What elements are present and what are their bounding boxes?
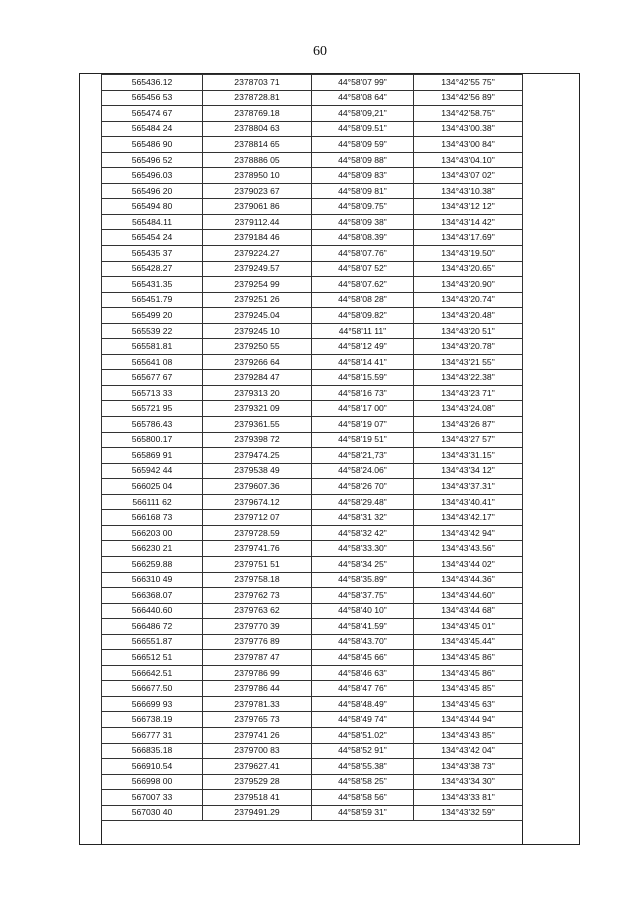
table-row: [102, 727, 523, 743]
latitude-cell: 44°58'48.49": [312, 696, 414, 712]
x-coordinate-cell: 565496 20: [102, 183, 203, 199]
longitude-cell: 134°43'44.36": [414, 572, 523, 588]
longitude-cell: 134°43'43 85": [414, 727, 523, 743]
x-coordinate-cell: 566835.18: [102, 743, 203, 759]
latitude-cell: 44°58'07.62": [312, 277, 414, 293]
table-row: [102, 665, 523, 681]
y-coordinate-cell: 2379700 83: [203, 743, 312, 759]
table-row: [102, 152, 523, 168]
longitude-cell: 134°43'34 30": [414, 774, 523, 790]
longitude-cell: 134°43'27 57": [414, 432, 523, 448]
latitude-cell: 44°58'37.75": [312, 588, 414, 604]
table-row: [102, 106, 523, 122]
y-coordinate-cell: 2379518 41: [203, 790, 312, 806]
x-coordinate-cell: 565451.79: [102, 292, 203, 308]
table-row: [102, 137, 523, 153]
latitude-cell: 44°58'55.38": [312, 759, 414, 775]
longitude-cell: 134°43'45.44": [414, 634, 523, 650]
latitude-cell: 44°58'12 49": [312, 339, 414, 355]
y-coordinate-cell: 2379224.27: [203, 246, 312, 262]
x-coordinate-cell: 565486 90: [102, 137, 203, 153]
coordinates-table-body: [102, 75, 523, 821]
y-coordinate-cell: 2379781.33: [203, 696, 312, 712]
table-row: [102, 790, 523, 806]
y-coordinate-cell: 2379741 26: [203, 727, 312, 743]
table-row: [102, 541, 523, 557]
latitude-cell: 44°58'52 91": [312, 743, 414, 759]
x-coordinate-cell: 565496.03: [102, 168, 203, 184]
x-coordinate-cell: 565474 67: [102, 106, 203, 122]
table-row: [102, 681, 523, 697]
table-row: [102, 417, 523, 433]
latitude-cell: 44°58'09.51": [312, 121, 414, 137]
table-row: [102, 463, 523, 479]
y-coordinate-cell: 2379398 72: [203, 432, 312, 448]
x-coordinate-cell: 566512 51: [102, 650, 203, 666]
y-coordinate-cell: 2379112.44: [203, 214, 312, 230]
x-coordinate-cell: 566998 00: [102, 774, 203, 790]
page-number: 60: [313, 44, 327, 59]
y-coordinate-cell: 2379728.59: [203, 525, 312, 541]
latitude-cell: 44°58'43.70": [312, 634, 414, 650]
y-coordinate-cell: 2379786 99: [203, 665, 312, 681]
x-coordinate-cell: 565494 80: [102, 199, 203, 215]
table-row: [102, 385, 523, 401]
longitude-cell: 134°42'55 75": [414, 75, 523, 91]
latitude-cell: 44°58'34 25": [312, 556, 414, 572]
longitude-cell: 134°43'45 86": [414, 650, 523, 666]
y-coordinate-cell: 2379245 10: [203, 323, 312, 339]
table-row: [102, 774, 523, 790]
longitude-cell: 134°43'04.10": [414, 152, 523, 168]
y-coordinate-cell: 2379763 62: [203, 603, 312, 619]
latitude-cell: 44°58'24.06": [312, 463, 414, 479]
longitude-cell: 134°43'45 63": [414, 696, 523, 712]
latitude-cell: 44°58'15.59": [312, 370, 414, 386]
x-coordinate-cell: 565677 67: [102, 370, 203, 386]
latitude-cell: 44°58'08 64": [312, 90, 414, 106]
x-coordinate-cell: 566203 00: [102, 525, 203, 541]
y-coordinate-cell: 2379061 86: [203, 199, 312, 215]
longitude-cell: 134°43'44 94": [414, 712, 523, 728]
table-row: [102, 619, 523, 635]
y-coordinate-cell: 2379313 20: [203, 385, 312, 401]
y-coordinate-cell: 2379741.76: [203, 541, 312, 557]
latitude-cell: 44°58'29.48": [312, 494, 414, 510]
x-coordinate-cell: 566368.07: [102, 588, 203, 604]
x-coordinate-cell: 565456 53: [102, 90, 203, 106]
latitude-cell: 44°58'09 88": [312, 152, 414, 168]
y-coordinate-cell: 2379321 09: [203, 401, 312, 417]
table-row: [102, 743, 523, 759]
y-coordinate-cell: 2379751 51: [203, 556, 312, 572]
table-row: [102, 525, 523, 541]
longitude-cell: 134°43'44 02": [414, 556, 523, 572]
x-coordinate-cell: 565800.17: [102, 432, 203, 448]
x-coordinate-cell: 566910.54: [102, 759, 203, 775]
longitude-cell: 134°43'14 42": [414, 214, 523, 230]
latitude-cell: 44°58'45 66": [312, 650, 414, 666]
table-row: [102, 277, 523, 293]
x-coordinate-cell: 566677.50: [102, 681, 203, 697]
longitude-cell: 134°43'44 68": [414, 603, 523, 619]
x-coordinate-cell: 565484.11: [102, 214, 203, 230]
x-coordinate-cell: 565428.27: [102, 261, 203, 277]
table-row: [102, 230, 523, 246]
x-coordinate-cell: 565721 95: [102, 401, 203, 417]
table-row: [102, 214, 523, 230]
latitude-cell: 44°58'40 10": [312, 603, 414, 619]
y-coordinate-cell: 2379245.04: [203, 308, 312, 324]
y-coordinate-cell: 2379786 44: [203, 681, 312, 697]
y-coordinate-cell: 2379474.25: [203, 448, 312, 464]
x-coordinate-cell: 565786.43: [102, 417, 203, 433]
x-coordinate-cell: 565454 24: [102, 230, 203, 246]
x-coordinate-cell: 566025 04: [102, 479, 203, 495]
x-coordinate-cell: 565496 52: [102, 152, 203, 168]
x-coordinate-cell: 565436.12: [102, 75, 203, 91]
longitude-cell: 134°43'17.69": [414, 230, 523, 246]
longitude-cell: 134°42'58.75": [414, 106, 523, 122]
longitude-cell: 134°43'45 86": [414, 665, 523, 681]
latitude-cell: 44°58'07 99": [312, 75, 414, 91]
coordinates-table: [101, 74, 523, 821]
longitude-cell: 134°43'21 55": [414, 354, 523, 370]
x-coordinate-cell: 565942 44: [102, 463, 203, 479]
longitude-cell: 134°43'40.41": [414, 494, 523, 510]
y-coordinate-cell: 2378703 71: [203, 75, 312, 91]
latitude-cell: 44°58'26 70": [312, 479, 414, 495]
longitude-cell: 134°43'45 85": [414, 681, 523, 697]
x-coordinate-cell: 565869 91: [102, 448, 203, 464]
x-coordinate-cell: 566777 31: [102, 727, 203, 743]
latitude-cell: 44°58'09.75": [312, 199, 414, 215]
longitude-cell: 134°43'20.65": [414, 261, 523, 277]
y-coordinate-cell: 2379538 49: [203, 463, 312, 479]
longitude-cell: 134°43'00 84": [414, 137, 523, 153]
longitude-cell: 134°43'12 12": [414, 199, 523, 215]
table-row: [102, 75, 523, 91]
table-row: [102, 261, 523, 277]
table-row: [102, 199, 523, 215]
table-row: [102, 712, 523, 728]
longitude-cell: 134°43'26 87": [414, 417, 523, 433]
table-row: [102, 401, 523, 417]
longitude-cell: 134°43'24.08": [414, 401, 523, 417]
latitude-cell: 44°58'58 25": [312, 774, 414, 790]
latitude-cell: 44°58'49 74": [312, 712, 414, 728]
x-coordinate-cell: 566699 93: [102, 696, 203, 712]
longitude-cell: 134°43'10.38": [414, 183, 523, 199]
table-row: [102, 510, 523, 526]
x-coordinate-cell: 566440.60: [102, 603, 203, 619]
longitude-cell: 134°43'32 59": [414, 805, 523, 821]
table-row: [102, 448, 523, 464]
y-coordinate-cell: 2379758.18: [203, 572, 312, 588]
y-coordinate-cell: 2379770 39: [203, 619, 312, 635]
x-coordinate-cell: 566486 72: [102, 619, 203, 635]
y-coordinate-cell: 2379765 73: [203, 712, 312, 728]
latitude-cell: 44°58'59 31": [312, 805, 414, 821]
longitude-cell: 134°42'56 89": [414, 90, 523, 106]
latitude-cell: 44°58'09 38": [312, 214, 414, 230]
longitude-cell: 134°43'07 02": [414, 168, 523, 184]
table-row: [102, 323, 523, 339]
x-coordinate-cell: 565581.81: [102, 339, 203, 355]
latitude-cell: 44°58'51.02": [312, 727, 414, 743]
latitude-cell: 44°58'35.89": [312, 572, 414, 588]
longitude-cell: 134°43'20.48": [414, 308, 523, 324]
y-coordinate-cell: 2379254 99: [203, 277, 312, 293]
latitude-cell: 44°58'14 41": [312, 354, 414, 370]
y-coordinate-cell: 2379284 47: [203, 370, 312, 386]
table-row: [102, 168, 523, 184]
latitude-cell: 44°58'11 11": [312, 323, 414, 339]
y-coordinate-cell: 2379762 73: [203, 588, 312, 604]
table-row: [102, 90, 523, 106]
table-row: [102, 354, 523, 370]
latitude-cell: 44°58'58 56": [312, 790, 414, 806]
y-coordinate-cell: 2378728.81: [203, 90, 312, 106]
y-coordinate-cell: 2379529 28: [203, 774, 312, 790]
y-coordinate-cell: 2379266 64: [203, 354, 312, 370]
latitude-cell: 44°58'08 28": [312, 292, 414, 308]
longitude-cell: 134°43'19.50": [414, 246, 523, 262]
table-row: [102, 805, 523, 821]
y-coordinate-cell: 2378769.18: [203, 106, 312, 122]
latitude-cell: 44°58'09 81": [312, 183, 414, 199]
latitude-cell: 44°58'46 63": [312, 665, 414, 681]
y-coordinate-cell: 2379491.29: [203, 805, 312, 821]
latitude-cell: 44°58'19 51": [312, 432, 414, 448]
y-coordinate-cell: 2379361.55: [203, 417, 312, 433]
longitude-cell: 134°43'20.90": [414, 277, 523, 293]
x-coordinate-cell: 565499 20: [102, 308, 203, 324]
longitude-cell: 134°43'37.31": [414, 479, 523, 495]
latitude-cell: 44°58'09,21": [312, 106, 414, 122]
y-coordinate-cell: 2378814 65: [203, 137, 312, 153]
table-row: [102, 370, 523, 386]
x-coordinate-cell: 567007 33: [102, 790, 203, 806]
y-coordinate-cell: 2379250 55: [203, 339, 312, 355]
x-coordinate-cell: 566230 21: [102, 541, 203, 557]
y-coordinate-cell: 2379607.36: [203, 479, 312, 495]
y-coordinate-cell: 2379627.41: [203, 759, 312, 775]
y-coordinate-cell: 2379787 47: [203, 650, 312, 666]
table-row: [102, 121, 523, 137]
longitude-cell: 134°43'42.17": [414, 510, 523, 526]
table-row: [102, 634, 523, 650]
longitude-cell: 134°43'00.38": [414, 121, 523, 137]
x-coordinate-cell: 565484 24: [102, 121, 203, 137]
latitude-cell: 44°58'33.30": [312, 541, 414, 557]
table-row: [102, 339, 523, 355]
x-coordinate-cell: 565431.35: [102, 277, 203, 293]
x-coordinate-cell: 565713 33: [102, 385, 203, 401]
table-row: [102, 246, 523, 262]
x-coordinate-cell: 566642.51: [102, 665, 203, 681]
longitude-cell: 134°43'22.38": [414, 370, 523, 386]
y-coordinate-cell: 2379712 07: [203, 510, 312, 526]
x-coordinate-cell: 566168 73: [102, 510, 203, 526]
longitude-cell: 134°43'43.56": [414, 541, 523, 557]
table-row: [102, 759, 523, 775]
latitude-cell: 44°58'09 59": [312, 137, 414, 153]
longitude-cell: 134°43'38 73": [414, 759, 523, 775]
latitude-cell: 44°58'17 00": [312, 401, 414, 417]
x-coordinate-cell: 565435 37: [102, 246, 203, 262]
latitude-cell: 44°58'16 73": [312, 385, 414, 401]
table-row: [102, 650, 523, 666]
longitude-cell: 134°43'45 01": [414, 619, 523, 635]
table-row: [102, 696, 523, 712]
longitude-cell: 134°43'42 04": [414, 743, 523, 759]
longitude-cell: 134°43'44.60": [414, 588, 523, 604]
x-coordinate-cell: 566551.87: [102, 634, 203, 650]
table-row: [102, 588, 523, 604]
table-row: [102, 183, 523, 199]
longitude-cell: 134°43'20 51": [414, 323, 523, 339]
longitude-cell: 134°43'31.15": [414, 448, 523, 464]
latitude-cell: 44°58'32 42": [312, 525, 414, 541]
table-row: [102, 572, 523, 588]
table-row: [102, 292, 523, 308]
latitude-cell: 44°58'47 76": [312, 681, 414, 697]
longitude-cell: 134°43'33 81": [414, 790, 523, 806]
y-coordinate-cell: 2379184 46: [203, 230, 312, 246]
longitude-cell: 134°43'34 12": [414, 463, 523, 479]
table-row: [102, 308, 523, 324]
y-coordinate-cell: 2379023 67: [203, 183, 312, 199]
latitude-cell: 44°58'31 32": [312, 510, 414, 526]
latitude-cell: 44°58'41.59": [312, 619, 414, 635]
table-row: [102, 479, 523, 495]
y-coordinate-cell: 2378950 10: [203, 168, 312, 184]
x-coordinate-cell: 567030 40: [102, 805, 203, 821]
longitude-cell: 134°43'20.74": [414, 292, 523, 308]
x-coordinate-cell: 566259.88: [102, 556, 203, 572]
x-coordinate-cell: 565641 08: [102, 354, 203, 370]
latitude-cell: 44°58'09.82": [312, 308, 414, 324]
y-coordinate-cell: 2379251 26: [203, 292, 312, 308]
latitude-cell: 44°58'07.76": [312, 246, 414, 262]
x-coordinate-cell: 566111 62: [102, 494, 203, 510]
y-coordinate-cell: 2378804 63: [203, 121, 312, 137]
table-row: [102, 556, 523, 572]
table-row: [102, 603, 523, 619]
x-coordinate-cell: 566738.19: [102, 712, 203, 728]
latitude-cell: 44°58'21,73": [312, 448, 414, 464]
longitude-cell: 134°43'20.78": [414, 339, 523, 355]
latitude-cell: 44°58'07 52": [312, 261, 414, 277]
longitude-cell: 134°43'42 94": [414, 525, 523, 541]
table-row: [102, 494, 523, 510]
x-coordinate-cell: 566310 49: [102, 572, 203, 588]
latitude-cell: 44°58'09 83": [312, 168, 414, 184]
latitude-cell: 44°58'19 07": [312, 417, 414, 433]
y-coordinate-cell: 2378886 05: [203, 152, 312, 168]
table-row: [102, 432, 523, 448]
x-coordinate-cell: 565539 22: [102, 323, 203, 339]
y-coordinate-cell: 2379776 89: [203, 634, 312, 650]
y-coordinate-cell: 2379249.57: [203, 261, 312, 277]
longitude-cell: 134°43'23 71": [414, 385, 523, 401]
y-coordinate-cell: 2379674.12: [203, 494, 312, 510]
latitude-cell: 44°58'08.39": [312, 230, 414, 246]
